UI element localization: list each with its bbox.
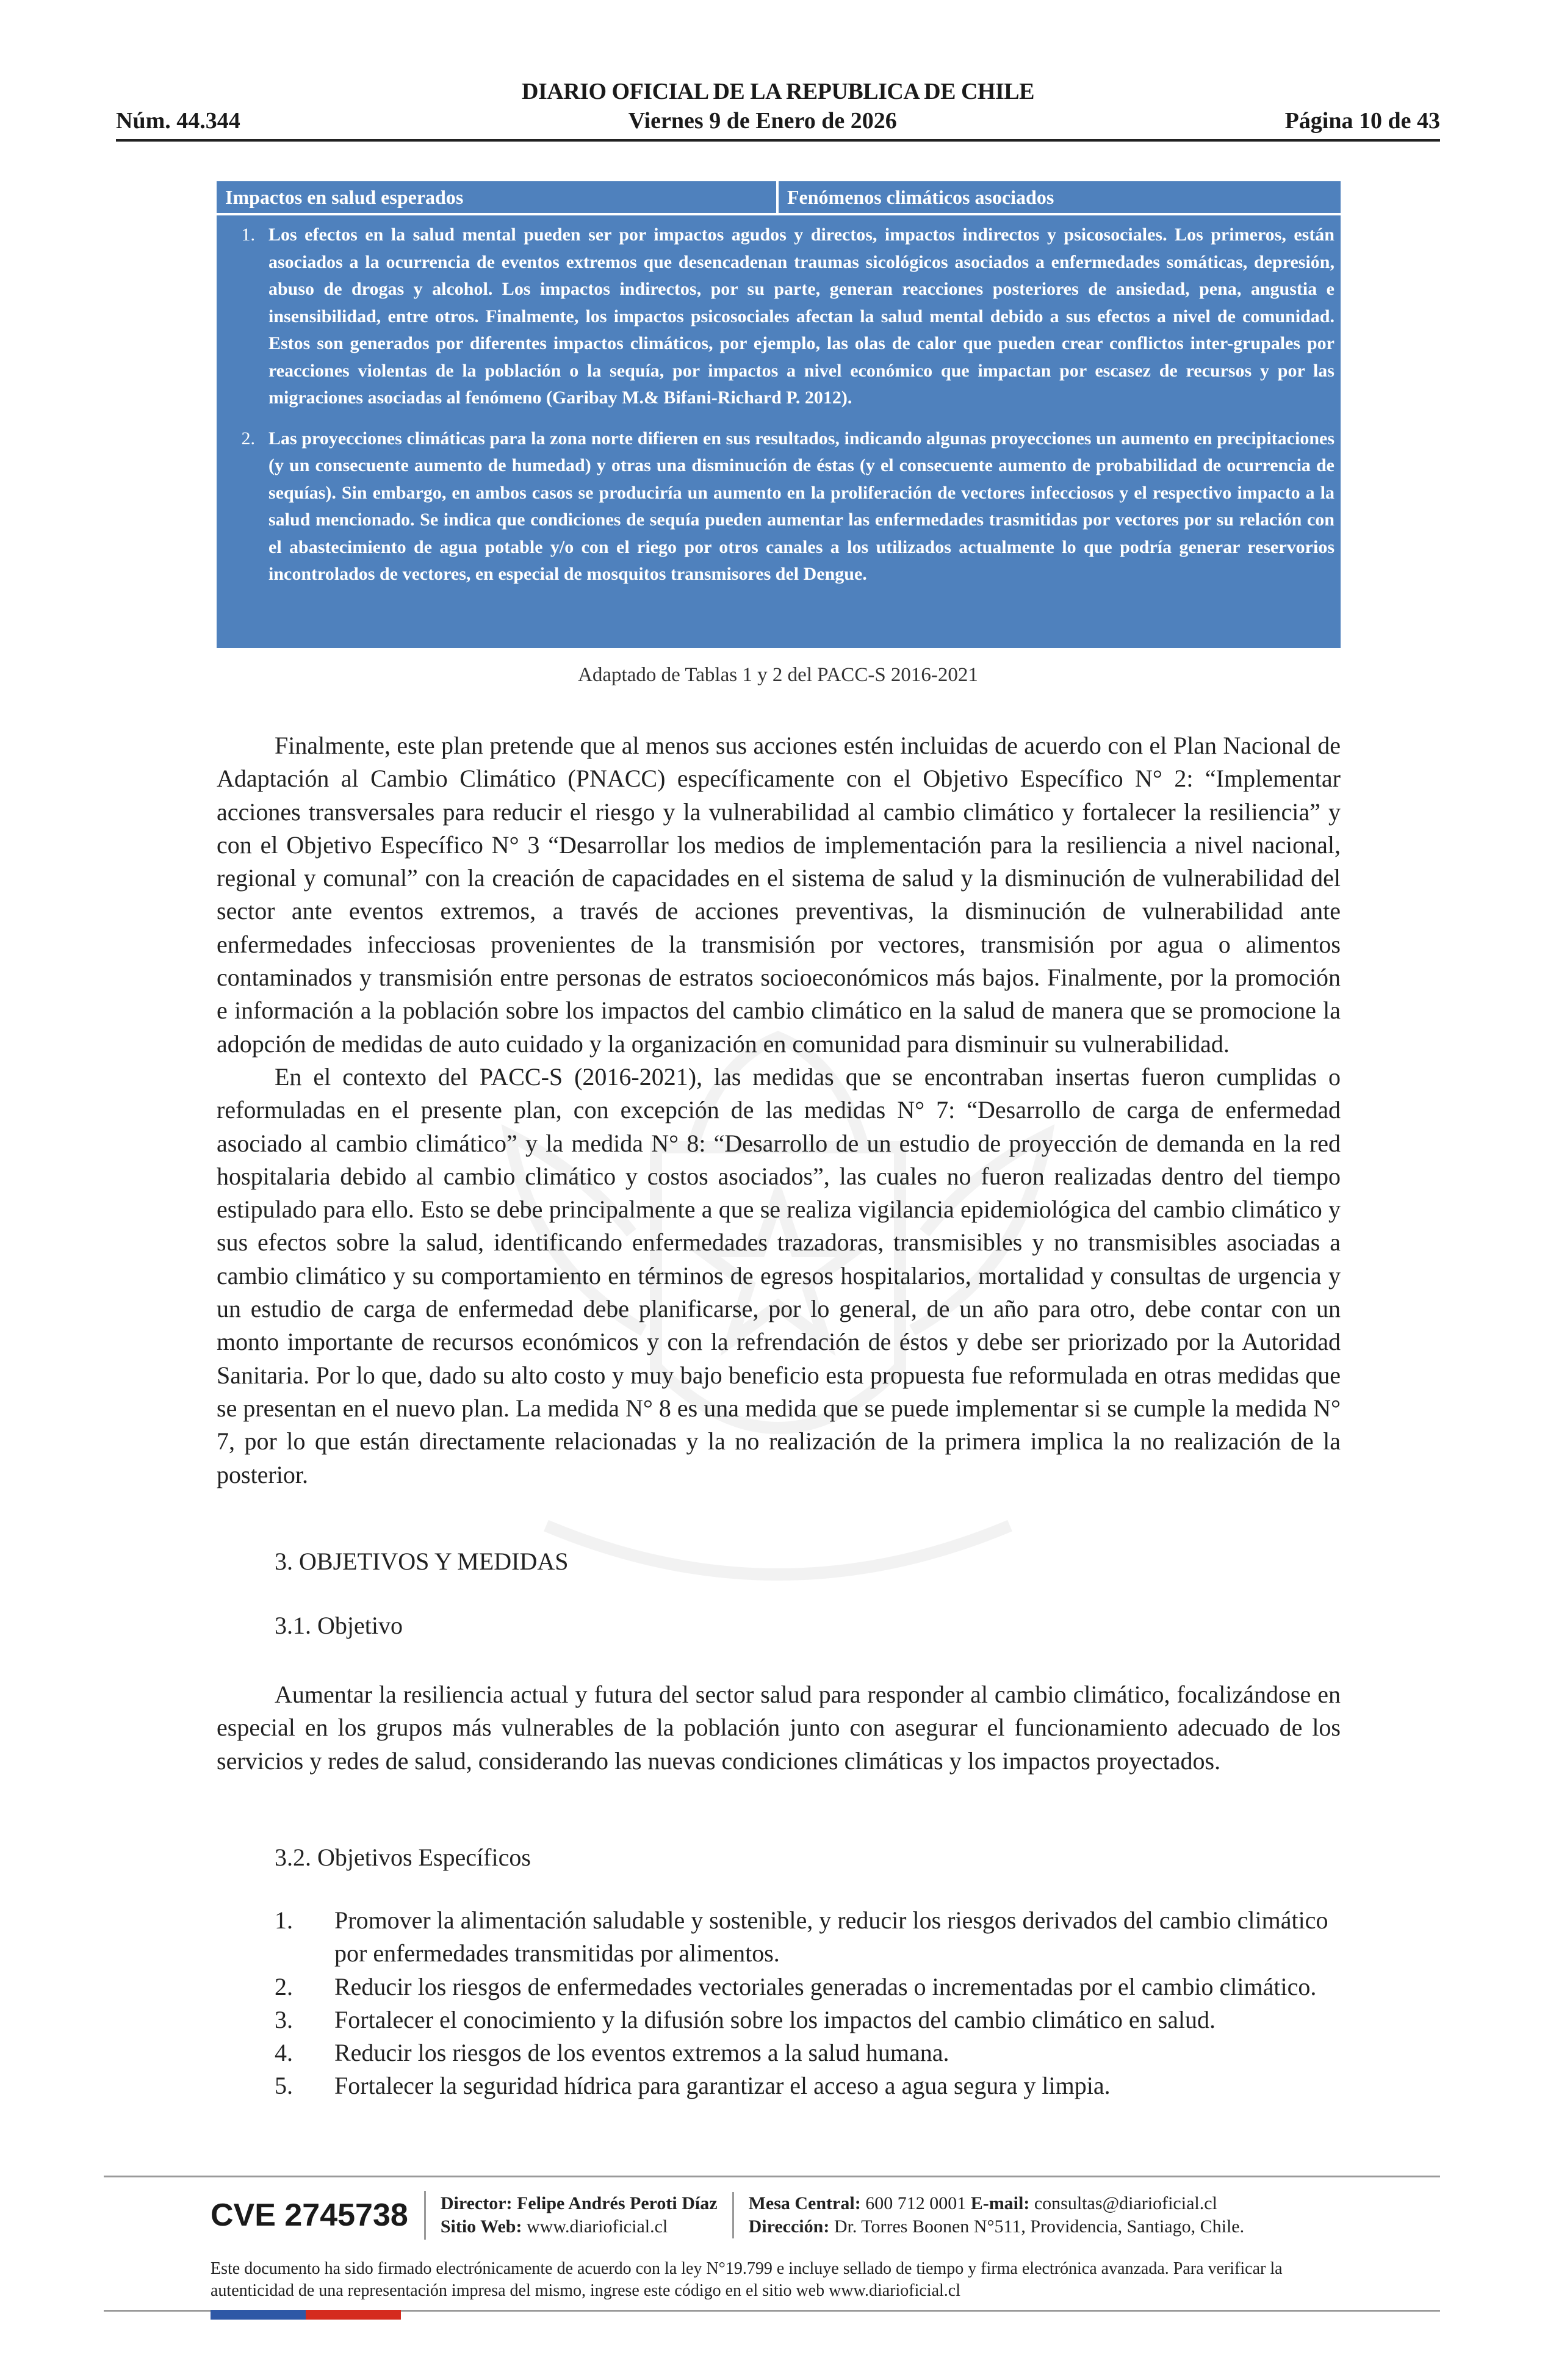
list-item	[217, 1904, 1341, 1971]
cve-code: CVE 2745738	[211, 2191, 426, 2240]
issue-date: Viernes 9 de Enero de 2026	[628, 108, 897, 134]
table-row-number: 1.	[241, 225, 255, 245]
issue-number: Núm. 44.344	[116, 108, 240, 134]
list-item-text: Promover la alimentación saludable y sostenible, y reducir los riesgos derivados del cambio climático por enfermedades transmitidas por alimentos.	[334, 1906, 1328, 1967]
website-label: Sitio Web:	[440, 2216, 522, 2237]
list-item-text: Fortalecer la seguridad hídrica para garantizar el acceso a agua segura y limpia.	[334, 2072, 1111, 2100]
impacts-table	[217, 181, 1341, 648]
table-header-impacts: Impactos en salud esperados	[217, 181, 779, 213]
list-item-text: Fortalecer el conocimiento y la difusión sobre los impactos del cambio climático en salud.	[334, 2005, 1216, 2033]
list-item	[217, 2069, 1341, 2102]
page-footer	[211, 2188, 1327, 2243]
table-row-number: 2.	[241, 428, 255, 449]
body-section	[217, 729, 1341, 1491]
paragraph-pacc-s: En el contexto del PACC-S (2016-2021), las medidas que se encontraban insertas fueron cumplidas o reformuladas en el presente plan, con excepción de las medidas N° 7: “Desarrollo de carga de enfermedad asociado al cambio climático” y la medida N° 8: “Desarrollo de un estudio de proyección de demanda en la red hospitalaria debido al cambio climático y costos asociados”, las cuales no fueron realizadas dentro del tiempo estipulado para ello. Esto se debe principalmente a que se realiza vigilancia epidemiológica del cambio climático y sus efectos sobre la salud, identificando enfermedades trazadoras, transmisibles y no transmisibles asociadas a cambio climático y su comportamiento en términos de egresos hospitalarios, mortalidad y consultas de urgencia y un estudio de carga de enfermedad debe planificarse, por lo general, de un año para otro, debe contar con un monto importante de recursos económicos y con la refrendación de éstos y debe ser priorizado por la Autoridad Sanitaria. Por lo que, dado su alto costo y muy bajo beneficio esta propuesta fue reformulada en otras medidas que se presentan en el nuevo plan. La medida N° 8 es una medida que se puede implementar si se cumple la medida N° 7, por lo que están directamente relacionadas y la no realización de la primera implica la no realización de la posterior.	[217, 1062, 1341, 1488]
table-header	[217, 181, 1341, 215]
footer-contact-block	[732, 2192, 1259, 2238]
table-row	[217, 425, 1334, 588]
list-item	[217, 1971, 1341, 2003]
address-label: Dirección:	[748, 2216, 830, 2237]
list-item-number: 1.	[275, 1906, 293, 1934]
objective-section	[217, 1678, 1341, 1778]
table-caption: Adaptado de Tablas 1 y 2 del PACC-S 2016-2021	[578, 664, 978, 686]
email-label: E-mail:	[970, 2193, 1030, 2213]
footer-director-block	[426, 2192, 732, 2238]
address-text: Dr. Torres Boonen N°511, Providencia, Santiago, Chile.	[834, 2216, 1245, 2237]
email-link[interactable]: consultas@diarioficial.cl	[1034, 2193, 1217, 2213]
specific-objectives-list	[217, 1904, 1341, 2103]
list-item-number: 4.	[275, 2039, 293, 2067]
list-item-text: Reducir los riesgos de los eventos extremos a la salud humana.	[334, 2039, 949, 2067]
table-row-text: Los efectos en la salud mental pueden ser por impactos agudos y directos, impactos indirectos y psicosociales. Los primeros, están asociados a la ocurrencia de eventos extremos que desencadenan traumas sicológicos asociados a enfermedades somáticas, depresión, abuso de drogas y alcohol. Los impactos indirectos, por su parte, generan reacciones posteriores de ansiedad, pena, angustia e insensibilidad, entre otros. Finalmente, los impactos psicosociales afectan la salud mental debido a sus efectos a nivel de comunidad. Estos son generados por diferentes impactos climáticos, por ejemplo, las olas de calor que pueden crear conflictos inter-grupales por reacciones violentas de la población o la sequía, por impactos a nivel económico que impactan por escasez de recursos y por las migraciones asociadas al fenómeno (Garibay M.& Bifani-Richard P. 2012).	[268, 225, 1334, 408]
subsection-heading-specific: 3.2. Objetivos Específicos	[275, 1844, 531, 1871]
list-item-number: 3.	[275, 2005, 293, 2033]
website-link[interactable]: www.diarioficial.cl	[526, 2216, 668, 2237]
paragraph-pnacc: Finalmente, este plan pretende que al menos sus acciones estén incluidas de acuerdo con el Plan Nacional de Adaptación al Cambio Climático (PNACC) específicamente con el Objetivo Específico N° 2: “Implementar acciones transversales para reducir el riesgo y la vulnerabilidad al cambio climático y fortalecer la resiliencia” y con el Objetivo Específico N° 3 “Desarrollar los medios de implementación para la resiliencia a nivel nacional, regional y comunal” con la creación de capacidades en el sistema de salud y la disminución de vulnerabilidad del sector ante eventos extremos, a través de acciones preventivas, la disminución de vulnerabilidad ante enfermedades infecciosas provenientes de la transmisión por vectores, transmisión por agua o alimentos contaminados y transmisión entre personas de estratos socioeconómicos más bajos. Finalmente, por la promoción e información a la población sobre los impactos del cambio climático en la salud de manera que se promocione la adopción de medidas de auto cuidado y la organización en comunidad para disminuir su vulnerabilidad.	[217, 732, 1341, 1058]
newspaper-title: DIARIO OFICIAL DE LA REPUBLICA DE CHILE	[522, 79, 1034, 104]
list-item-text: Reducir los riesgos de enfermedades vectoriales generadas o incrementadas por el cambio climático.	[334, 1972, 1317, 2000]
header-divider	[116, 139, 1440, 142]
page-number: Página 10 de 43	[1284, 108, 1440, 134]
list-item-number: 2.	[275, 1972, 293, 2000]
chile-flag-stripe	[211, 2310, 401, 2320]
director-name: Felipe Andrés Peroti Díaz	[517, 2193, 718, 2213]
paragraph-objective: Aumentar la resiliencia actual y futura del sector salud para responder al cambio climático, focalizándose en especial en los grupos más vulnerables de la población junto con asegurar el funcionamiento adecuado de los servicios y redes de salud, considerando las nuevas condiciones climáticas y los impactos proyectados.	[217, 1681, 1341, 1775]
signature-notice: Este documento ha sido firmado electrónicamente de acuerdo con la ley N°19.799 e incluye sellado de tiempo y firma electrónica avanzada. Para verificar la autenticidad de una representación impresa del mismo, ingrese este código en el sitio web www.diarioficial.cl	[211, 2259, 1283, 2300]
table-row-text: Las proyecciones climáticas para la zona norte difieren en sus resultados, indicando algunas proyecciones un aumento en precipitaciones (y un consecuente aumento de humedad) y otras una disminución de éstas (y el consecuente aumento de probabilidad de ocurrencia de sequías). Sin embargo, en ambos casos se produciría un aumento en la proliferación de vectores infecciosos y el respectivo impacto a la salud mencionado. Se indica que condiciones de sequía pueden aumentar las enfermedades trasmitidas por vectores por su relación con el abastecimiento de agua potable y/o con el riego por otros canales a los utilizados actualmente lo que podría generar reservorios incontrolados de vectores, en especial de mosquitos transmisores del Dengue.	[268, 428, 1334, 584]
list-item	[217, 2036, 1341, 2069]
list-item-number: 5.	[275, 2072, 293, 2100]
table-row	[217, 222, 1334, 412]
section-heading: 3. OBJETIVOS Y MEDIDAS	[275, 1548, 569, 1575]
footer-divider-top	[104, 2176, 1440, 2177]
table-header-phenomena: Fenómenos climáticos asociados	[787, 186, 1054, 208]
director-label: Director:	[440, 2193, 513, 2213]
mesa-label: Mesa Central:	[748, 2193, 861, 2213]
mesa-phone: 600 712 0001	[865, 2193, 967, 2213]
list-item	[217, 2003, 1341, 2036]
page-header	[116, 73, 1440, 146]
subsection-heading-objective: 3.1. Objetivo	[275, 1612, 403, 1639]
